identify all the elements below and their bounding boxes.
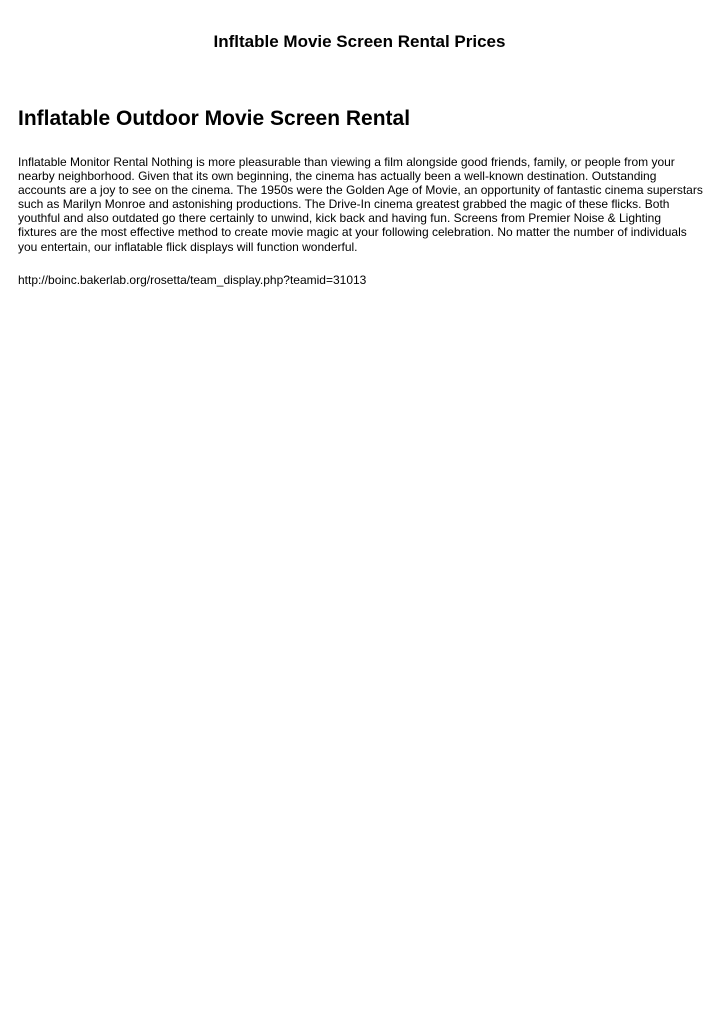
section-heading: Inflatable Outdoor Movie Screen Rental — [18, 107, 411, 130]
body-paragraph: Inflatable Monitor Rental Nothing is more pleasurable than viewing a film alongside good friends, family, or people from your nearby neighborhood. Given that its own beginning, the cinema has actually been a well-known destination. Outstanding accounts are a joy to see on the cinema. The 1950s were the Golden Age of Movie, an opportunity of fantastic cinema superstars such as Marilyn Monroe and astonishing productions. The Drive-In cinema greatest grabbed the magic of these flicks. Both youthful and also outdated go there certainly to unwind, kick back and having fun. Screens from Premier Noise & Lighting fixtures are the most effective method to create movie magic at your following celebration. No matter the number of individuals you entertain, our inflatable flick displays will function wonderful. — [18, 155, 703, 254]
document-title: Infltable Movie Screen Rental Prices — [213, 32, 506, 51]
source-link[interactable]: http://boinc.bakerlab.org/rosetta/team_display.php?teamid=31013 — [18, 273, 367, 287]
